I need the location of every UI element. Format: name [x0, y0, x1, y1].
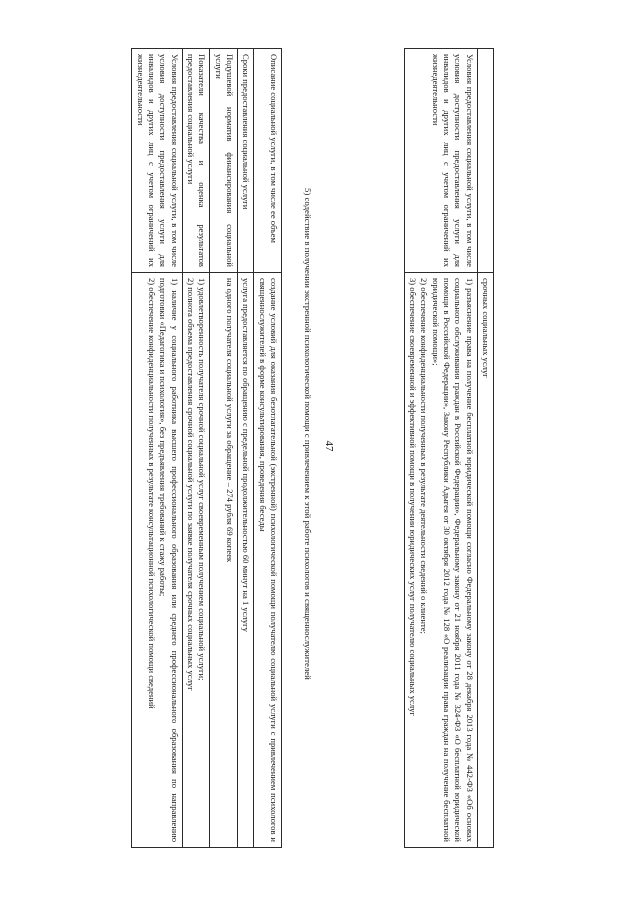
content-line: 1) удовлетворенность получателя срочной социальной услуг своевременным получением социальной услуги;	[197, 278, 208, 681]
table-row	[237, 49, 253, 848]
content-line: 2) обеспечение конфиденциальности полученных в результате деятельности сведений о клиенте;	[419, 278, 430, 634]
services-table-section-5	[131, 48, 282, 848]
page-number: 47	[323, 440, 335, 452]
row-content	[254, 273, 282, 848]
content-line: 2) обеспечение конфиденциальности полученных в результате консультационной психологической помощи сведений	[146, 278, 157, 709]
content-line: 1) разъяснение права на получение бесплатной юридической помощи согласно Федеральному закону от 28 декабря 2013 года № 442-ФЗ «Об основах социального обслуживания граждан в Российской Федерации», Федеральному закону от 21 ноября 2011 года № 324-ФЗ «О бесплатной юридической помощи в Российской Федерации», Закону Республики Адыгея от 30 октября 2012 года № 128 «О реализации права граждан на получение бесплатной юридической помощи»;	[430, 278, 475, 842]
row-label: Подушевой норматив финансирования социальной услуги	[210, 49, 238, 273]
row-content	[237, 273, 253, 848]
content-line: 1) наличие у социального работника высшего профессионального образования или среднего профессионального образования по направлению подготовки «Педагогика и психология», без предъявления требований к стажу работы;	[158, 278, 180, 842]
row-label: Условия предоставления социальной услуги, в том числе условия доступности предоставления услуги для инвалидов и других лиц с учетом ограничений их жизнедеятельности	[404, 49, 477, 273]
content-line: срочных социальных услуг	[481, 278, 491, 378]
table-row	[182, 49, 210, 848]
row-content	[210, 273, 238, 848]
row-label	[477, 49, 493, 273]
row-content	[404, 273, 477, 848]
row-content	[477, 273, 493, 848]
content-line: на одного получателя социальной услуги за обращение – 274 рубля 69 копеек	[224, 278, 235, 563]
section-heading: 5) содействие в получении экстренной психологической помощи с привлечением к этой работе психологов и священнослужителей	[303, 188, 313, 680]
content-line: 2) полнота объема предоставления срочной социальной услуги по заявке получателя срочных социальных услуг	[185, 278, 196, 691]
row-label: Описание социальной услуги, в том числе ее объем	[254, 49, 282, 273]
row-label: Показатели качества и оценка результатов предоставления социальной услуги	[182, 49, 210, 273]
rotated-document-content	[74, 48, 494, 848]
table-row	[477, 49, 493, 848]
content-line: создание условий для оказания безотлагательной (экстренной) психологической помощи получателю социальной услуги с привлечением психологов и священнослужителей в форме консультирования, проведения беседы	[257, 278, 279, 842]
table-row	[404, 49, 477, 848]
table-row	[254, 49, 282, 848]
table-row	[132, 49, 182, 848]
services-table-continued	[404, 48, 494, 848]
row-label: Условия предоставления социальной услуги, в том числе условия доступности предоставления услуги для инвалидов и других лиц с учетом ограничений их жизнедеятельности	[132, 49, 182, 273]
row-label: Сроки предоставления социальной услуги	[237, 49, 253, 273]
table-row	[210, 49, 238, 848]
content-line: услуга предоставляется по обращению с предельной продолжительностью 60 минут на 1 услугу	[241, 278, 252, 632]
row-content	[182, 273, 210, 848]
content-line: 3) обеспечение своевременной и эффективной помощи в получении юридических услуг получателю социальных услуг	[407, 278, 418, 716]
row-content	[132, 273, 182, 848]
